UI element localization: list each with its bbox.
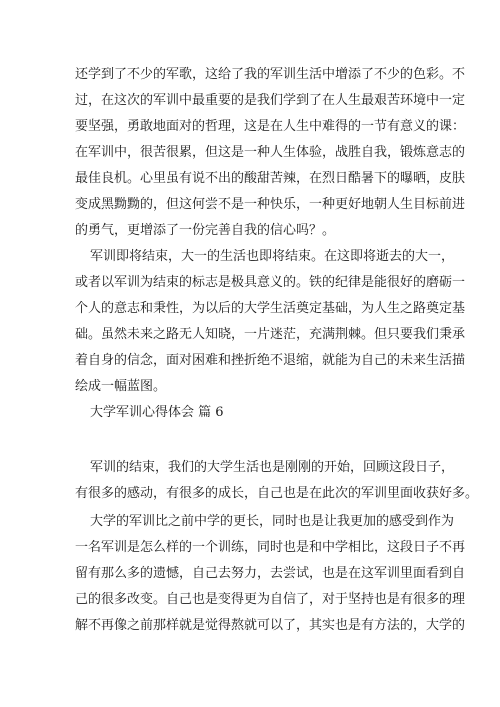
text-line: 绘成一幅蓝图。 [75,379,167,394]
text-line: 着自身的信念，面对困难和挫折绝不退缩，就能为自己的未来生活描 [75,353,466,368]
text-line: 还学到了不少的军歌，这给了我的军训生活中增添了不少的色彩。不 [75,67,466,82]
text-line: 的勇气，更增添了一份完善自我的信心吗？。 [75,223,336,238]
text-line: 个人的意志和秉性，为以后的大学生活奠定基础，为人生之路奠定基 [75,301,466,316]
text-line: 最佳良机。心里虽有说不出的酸甜苦辣，在烈日酷暑下的曝晒，皮肤 [75,171,466,186]
text-line: 己的很多改变。自己也是变得更为自信了，对于坚持也是有很多的理 [75,592,466,607]
text-line: 军训即将结束，大一的生活也即将结束。在这即将逝去的大一， [90,249,455,264]
text-line: 军训的结束，我们的大学生活也是刚刚的开始，回顾这段日子， [90,460,455,475]
text-line: 在军训中，很苦很累，但这是一种人生体验，战胜自我，锻炼意志的 [75,145,466,160]
text-line: 一名军训是怎么样的一个训练，同时也是和中学相比，这段日子不再 [75,540,466,555]
section-heading: 大学军训心得体会 篇 6 [90,405,224,420]
text-line: 要坚强，勇敢地面对的哲理，这是在人生中难得的一节有意义的课： [75,119,466,134]
text-line: 有很多的感动，有很多的成长，自己也是在此次的军训里面收获好多。 [75,486,479,501]
text-line: 或者以军训为结束的标志是极具意义的。铁的纪律是能很好的磨砺一 [75,275,466,290]
text-line: 大学的军训比之前中学的更长，同时也是让我更加的感受到作为 [90,514,455,529]
text-line: 留有那么多的遗憾，自己去努力，去尝试，也是在这军训里面看到自 [75,566,466,581]
text-line: 础。虽然未来之路无人知晓，一片迷茫，充满荆棘。但只要我们秉承 [75,327,466,342]
text-line: 解不再像之前那样就是觉得熬就可以了，其实也是有方法的，大学的 [75,618,466,633]
text-line: 过，在这次的军训中最重要的是我们学到了在人生最艰苦环境中一定 [75,93,466,108]
text-line: 变成黑黝黝的，但这何尝不是一种快乐，一种更好地朝人生目标前进 [75,197,466,212]
